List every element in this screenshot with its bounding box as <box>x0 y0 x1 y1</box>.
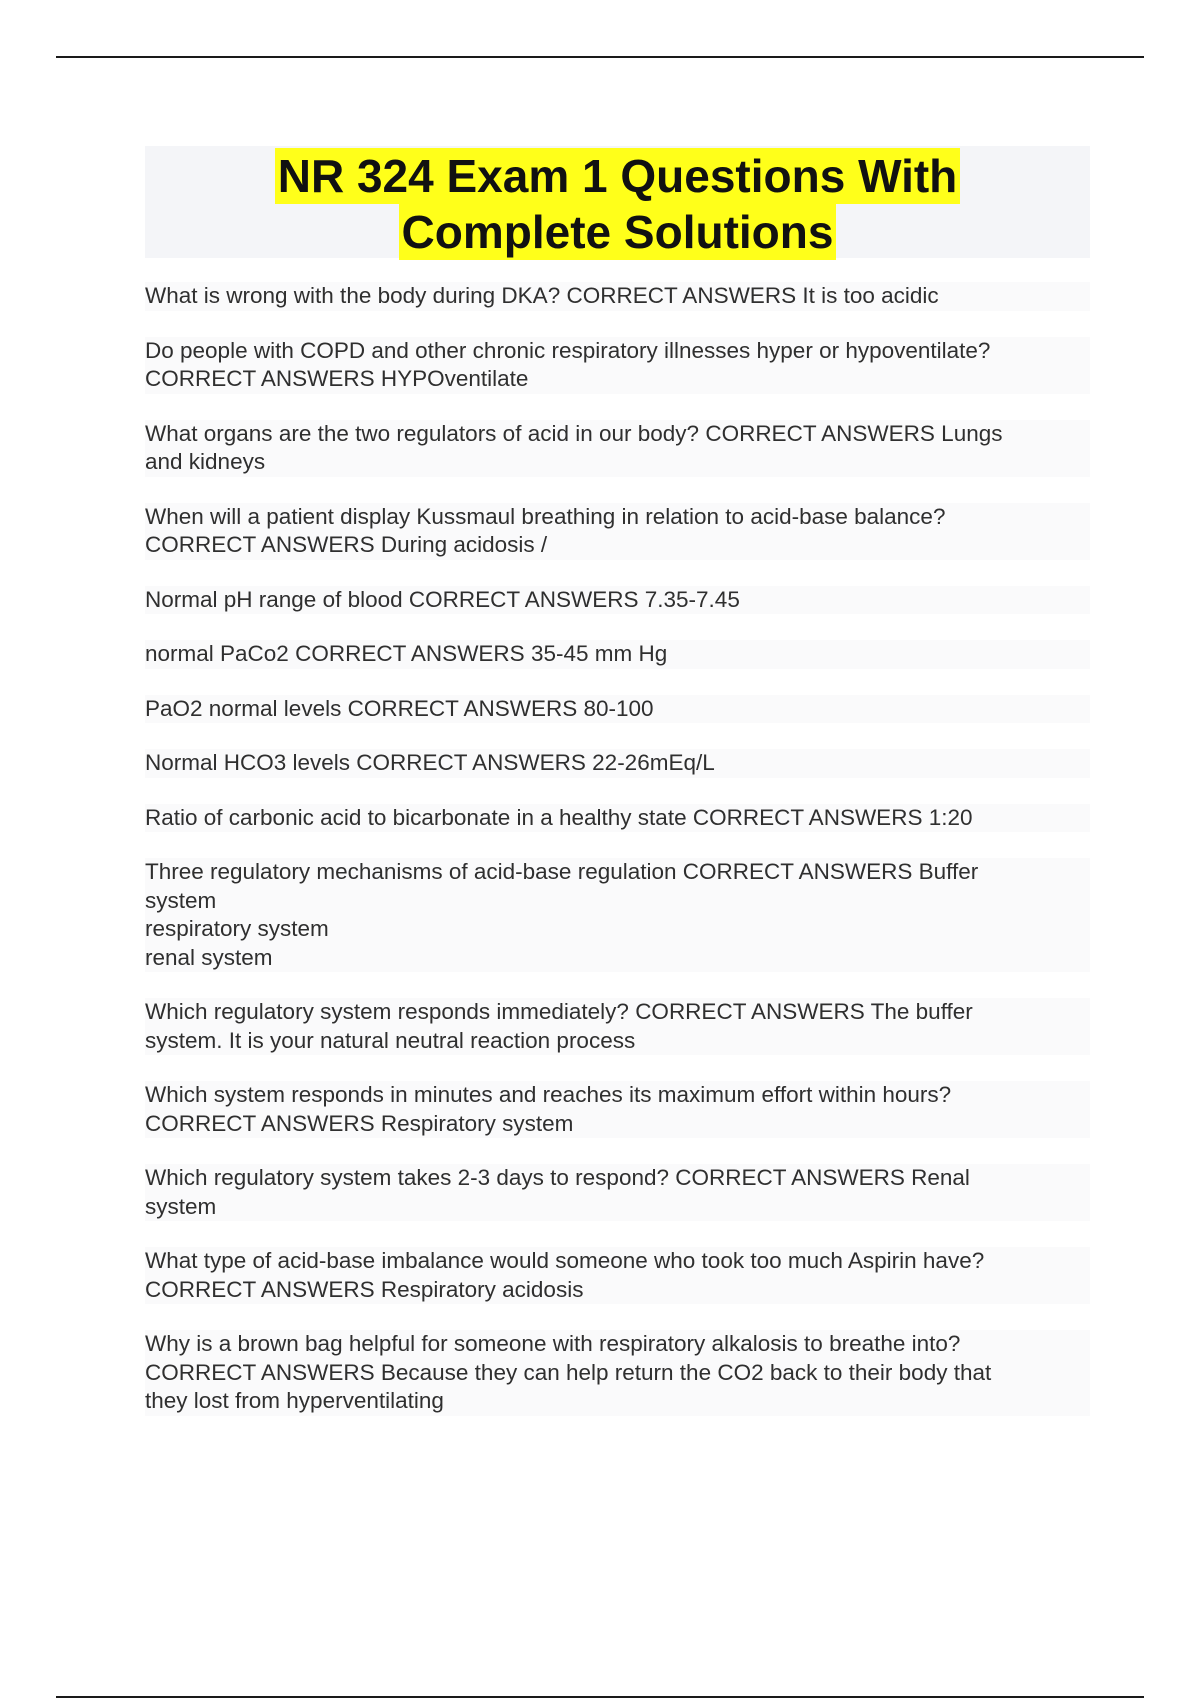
title-block <box>145 146 1090 258</box>
qa-item: Three regulatory mechanisms of acid-base regulation CORRECT ANSWERS Buffer system respiratory system renal system <box>145 858 1090 972</box>
qa-item: Do people with COPD and other chronic respiratory illnesses hyper or hypoventilate? CORRECT ANSWERS HYPOventilate <box>145 337 1090 394</box>
qa-item: What type of acid-base imbalance would someone who took too much Aspirin have? CORRECT ANSWERS Respiratory acidosis <box>145 1247 1090 1304</box>
qa-item: What is wrong with the body during DKA? CORRECT ANSWERS It is too acidic <box>145 282 1090 311</box>
qa-item: Normal pH range of blood CORRECT ANSWERS 7.35-7.45 <box>145 586 1090 615</box>
footer-rule <box>56 1696 1144 1698</box>
header-rule <box>56 56 1144 58</box>
qa-item: Which regulatory system responds immediately? CORRECT ANSWERS The buffer system. It is your natural neutral reaction process <box>145 998 1090 1055</box>
qa-item: Normal HCO3 levels CORRECT ANSWERS 22-26mEq/L <box>145 749 1090 778</box>
qa-item: normal PaCo2 CORRECT ANSWERS 35-45 mm Hg <box>145 640 1090 669</box>
qa-item: Ratio of carbonic acid to bicarbonate in a healthy state CORRECT ANSWERS 1:20 <box>145 804 1090 833</box>
qa-item: Which system responds in minutes and reaches its maximum effort within hours? CORRECT ANSWERS Respiratory system <box>145 1081 1090 1138</box>
document-title-line-2: Complete Solutions <box>399 204 837 260</box>
qa-item: Why is a brown bag helpful for someone with respiratory alkalosis to breathe into? CORRECT ANSWERS Because they can help return the CO2 back to their body that they lost from hyperventilating <box>145 1330 1090 1416</box>
qa-item: What organs are the two regulators of acid in our body? CORRECT ANSWERS Lungs and kidneys <box>145 420 1090 477</box>
qa-item: Which regulatory system takes 2-3 days to respond? CORRECT ANSWERS Renal system <box>145 1164 1090 1221</box>
qa-item: PaO2 normal levels CORRECT ANSWERS 80-100 <box>145 695 1090 724</box>
qa-item: When will a patient display Kussmaul breathing in relation to acid-base balance? CORRECT ANSWERS During acidosis / <box>145 503 1090 560</box>
question-answer-list <box>145 282 1090 1442</box>
document-title-line-1: NR 324 Exam 1 Questions With <box>275 148 961 204</box>
